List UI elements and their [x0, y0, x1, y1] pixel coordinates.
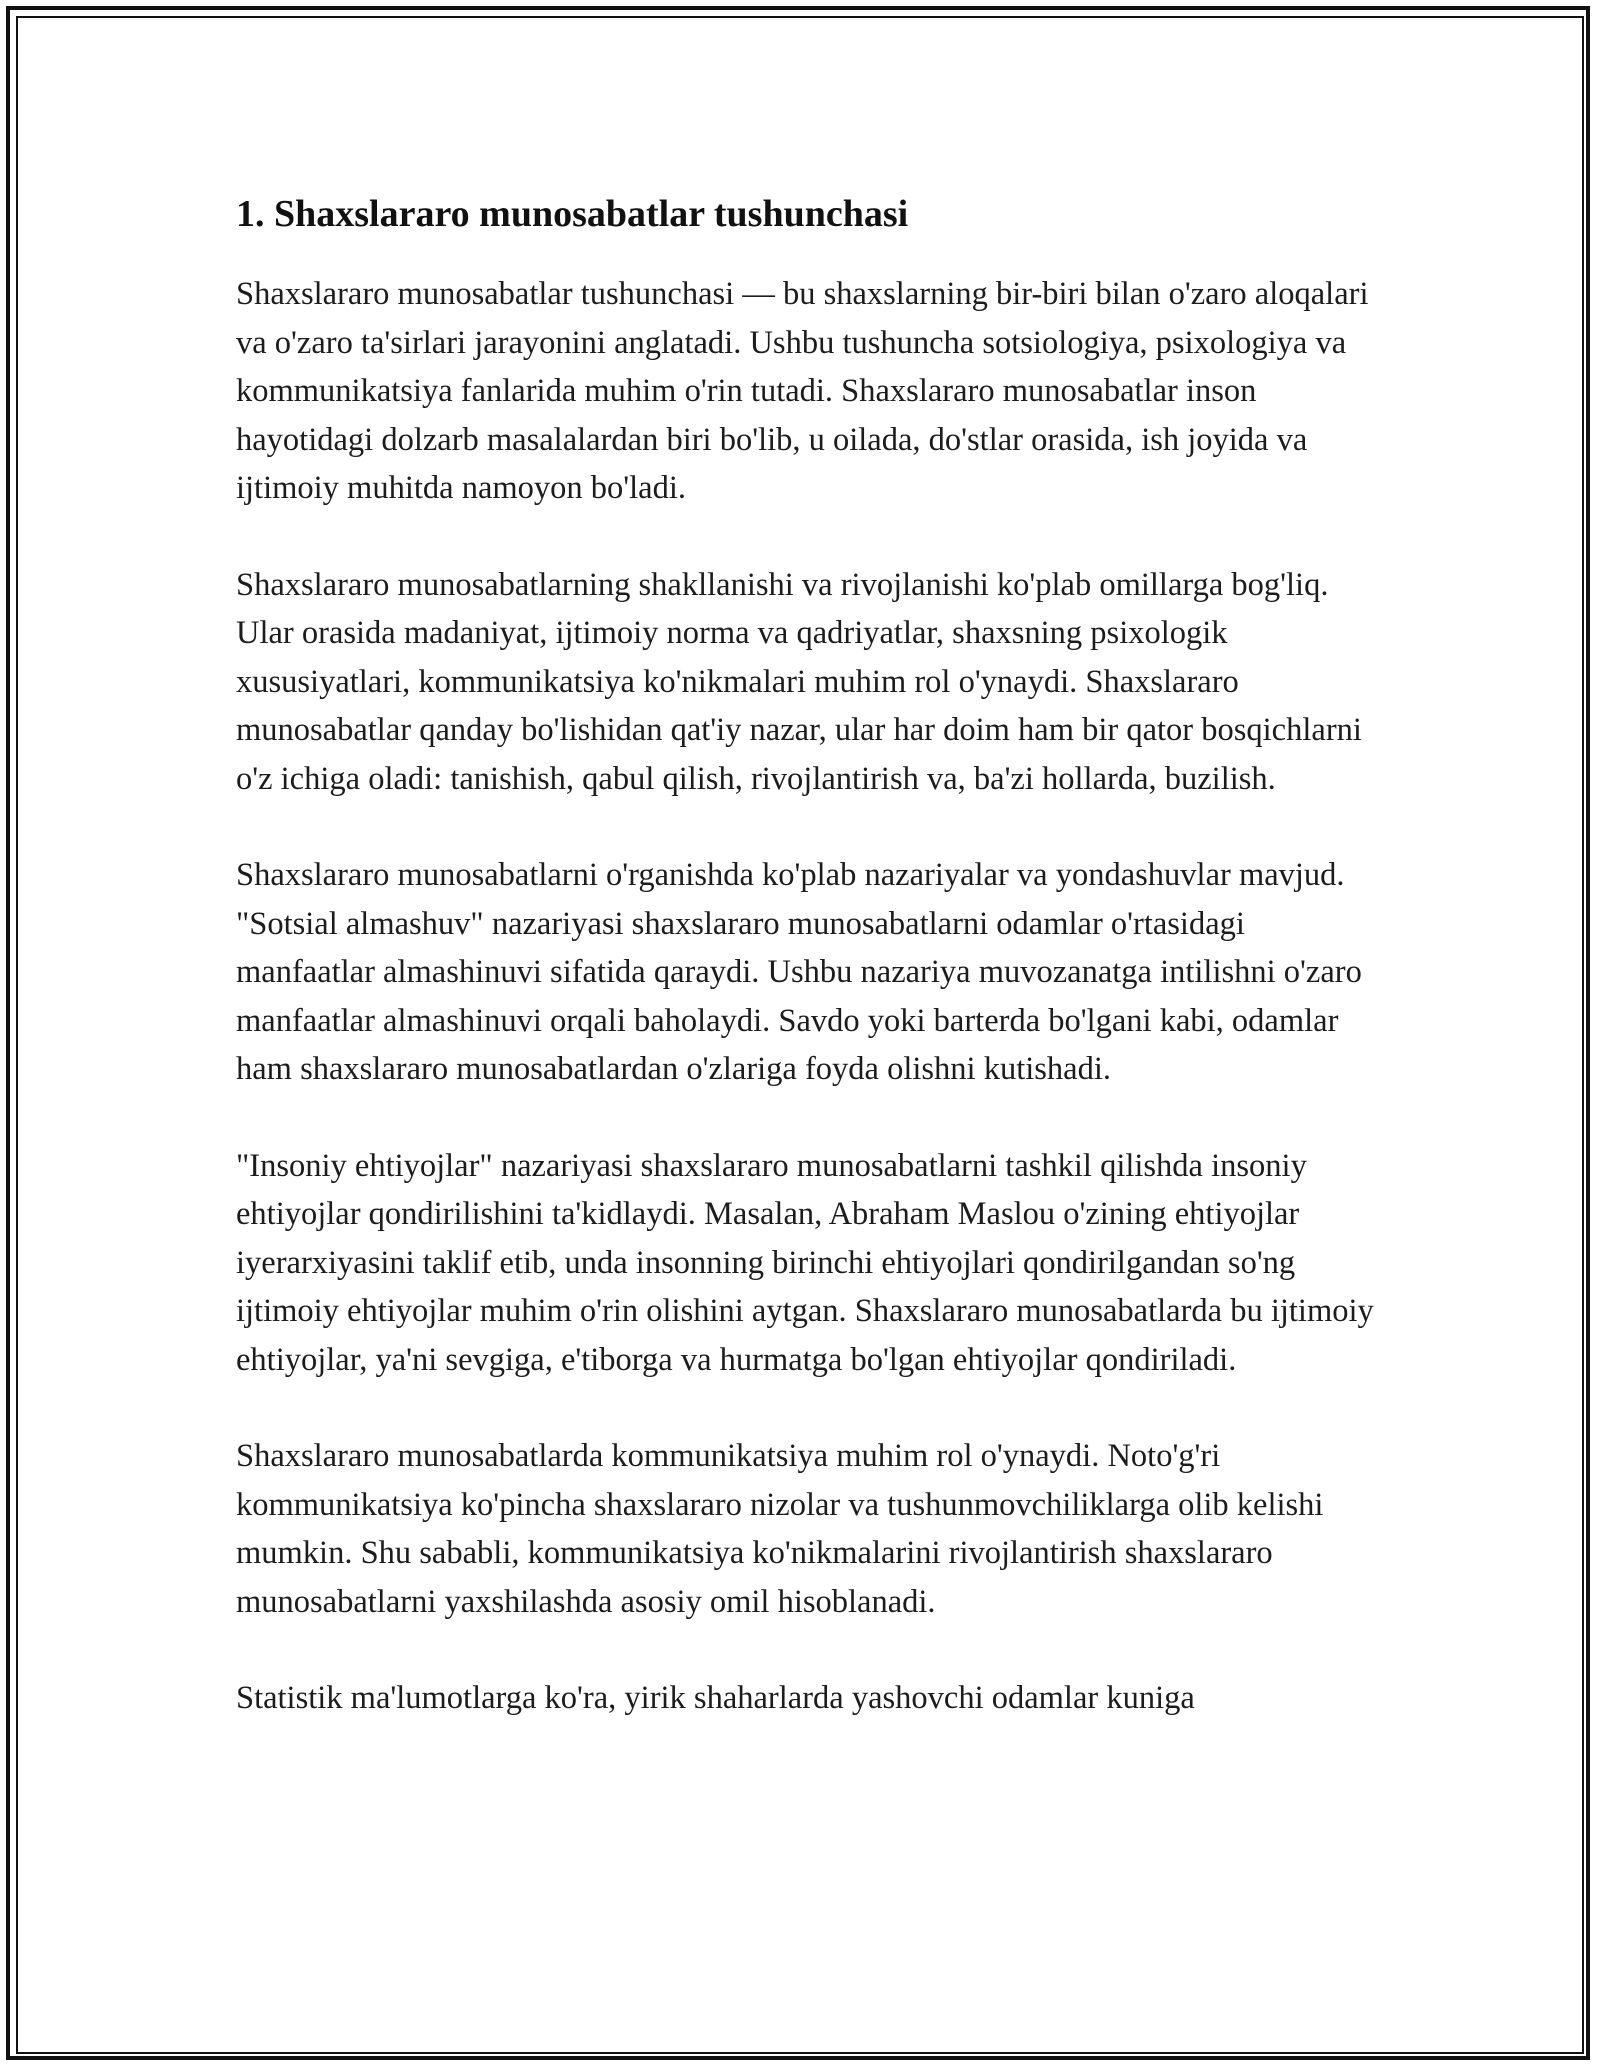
paragraph-3: Shaxslararo munosabatlarni o'rganishda ko'plab nazariyalar va yondashuvlar mavjud. "Sotsial almashuv" nazariyasi shaxslararo munosabatlarni odamlar o'rtasidagi manfaatlar almashinuvi sifatida qaraydi. Ushbu nazariya muvozanatga intilishni o'zaro manfaatlar almashinuvi orqali baholaydi. Savdo yoki barterda bo'lgani kabi, odamlar ham shaxslararo munosabatlardan o'zlariga foyda olishni kutishadi.: [236, 857, 1362, 1087]
section-heading: 1. Shaxslararo munosabatlar tushunchasi: [236, 193, 909, 235]
paragraph-5: Shaxslararo munosabatlarda kommunikatsiya muhim rol o'ynaydi. Noto'g'ri kommunikatsiya ko'pincha shaxslararo nizolar va tushunmovchiliklarga olib kelishi mumkin. Shu sababli, kommunikatsiya ko'nikmalarini rivojlantirish shaxslararo munosabatlarni yaxshilashda asosiy omil hisoblanadi.: [236, 1438, 1324, 1620]
paragraph-4: "Insoniy ehtiyojlar" nazariyasi shaxslararo munosabatlarni tashkil qilishda insoniy ehtiyojlar qondirilishini ta'kidlaydi. Masalan, Abraham Maslou o'zining ehtiyojlar iyerarxiyasini taklif etib, unda insonning birinchi ehtiyojlari qondirilgandan so'ng ijtimoiy ehtiyojlar muhim o'rin olishini aytgan. Shaxslararo munosabatlarda bu ijtimoiy ehtiyojlar, ya'ni sevgiga, e'tiborga va hurmatga bo'lgan ehtiyojlar qondiriladi.: [236, 1147, 1374, 1378]
paragraph-2: Shaxslararo munosabatlarning shakllanishi va rivojlanishi ko'plab omillarga bog'liq. Ular orasida madaniyat, ijtimoiy norma va qadriyatlar, shaxsning psixologik xususiyatlari, kommunikatsiya ko'nikmalari muhim rol o'ynaydi. Shaxslararo munosabatlar qanday bo'lishidan qat'iy nazar, ular har doim ham bir qator bosqichlarni o'z ichiga oladi: tanishish, qabul qilish, rivojlantirish va, ba'zi hollarda, buzilish.: [236, 566, 1362, 797]
document-body: [236, 188, 1386, 1771]
paragraph-1: Shaxslararo munosabatlar tushunchasi — bu shaxslarning bir-biri bilan o'zaro aloqalari va o'zaro ta'sirlari jarayonini anglatadi. Ushbu tushuncha sotsiologiya, psixologiya va kommunikatsiya fanlarida muhim o'rin tutadi. Shaxslararo munosabatlar inson hayotidagi dolzarb masalalardan biri bo'lib, u oilada, do'stlar orasida, ish joyida va ijtimoiy muhitda namoyon bo'ladi.: [236, 276, 1369, 506]
paragraph-6: Statistik ma'lumotlarga ko'ra, yirik shaharlarda yashovchi odamlar kuniga: [236, 1680, 1195, 1716]
